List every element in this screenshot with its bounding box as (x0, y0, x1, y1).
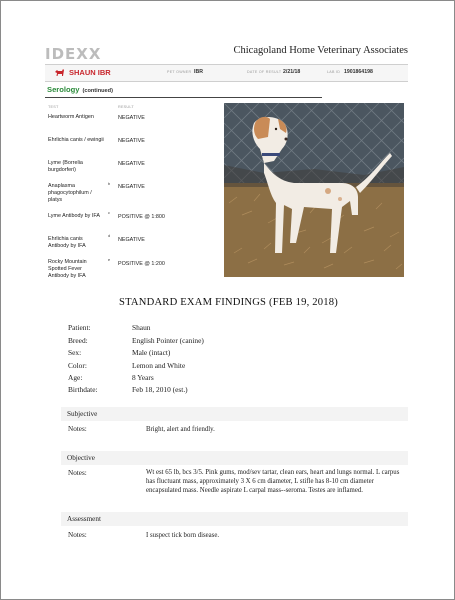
objective-heading-band (61, 451, 408, 465)
field-label: Birthdate: (68, 385, 98, 394)
dog-photo (224, 103, 404, 277)
test-name: Anaplasma phagocytophilum / platys (48, 183, 92, 203)
field-value: 8 Years (132, 373, 154, 382)
field-label: Patient: (68, 323, 91, 332)
footnote-marker: d (108, 234, 111, 238)
footnote-marker: c (108, 211, 110, 215)
patient-bar (45, 65, 408, 82)
test-result: NEGATIVE (118, 237, 145, 243)
section-heading: Objective (67, 454, 95, 462)
assessment-heading-band (61, 512, 408, 526)
exam-findings-title: STANDARD EXAM FINDINGS (FEB 19, 2018) (118, 297, 339, 308)
notes-text: Bright, alert and friendly. (146, 426, 215, 433)
test-name: Ehrlichia canis Antibody by IFA (48, 236, 86, 249)
notes-label: Notes: (68, 425, 87, 433)
notes-label: Notes: (68, 531, 87, 539)
lab-id-value: 1901864198 (344, 69, 373, 75)
field-value: Shaun (132, 323, 151, 332)
field-label: Breed: (68, 336, 88, 345)
test-result: NEGATIVE (118, 138, 145, 144)
pet-owner-value: IBR (194, 69, 203, 75)
test-result: NEGATIVE (118, 115, 145, 121)
test-result: POSITIVE @ 1:800 (118, 214, 165, 220)
field-label: Color: (68, 361, 87, 370)
footnote-marker: e (108, 258, 111, 262)
test-name: Heartworm Antigen (48, 114, 94, 120)
section-heading: Subjective (67, 410, 98, 418)
test-name: Lyme (Borrelia burgdorferi) (48, 160, 83, 173)
pet-owner-label: PET OWNER (167, 70, 192, 74)
field-label: Sex: (68, 348, 82, 357)
field-value: English Pointer (canine) (132, 336, 204, 345)
test-result: POSITIVE @ 1:200 (118, 261, 165, 267)
notes-label: Notes: (68, 469, 87, 477)
test-name: Rocky Mountain Spotted Fever Antibody by IFA (48, 259, 87, 279)
notes-text: I suspect tick born disease. (146, 532, 220, 539)
patient-name: SHAUN IBR (69, 68, 111, 77)
field-value: Feb 18, 2010 (est.) (132, 385, 188, 394)
date-of-result-label: DATE OF RESULT (247, 70, 282, 74)
test-result: NEGATIVE (118, 184, 145, 190)
notes-text: Wt est 65 lb, bcs 3/5. Pink gums, mod/sev tartar, clean ears, heart and lungs normal. L carpus has fluctuant mass, approximately 3 X 6 cm diameter, L stifle has 8-10 cm diameter encapsulated mass. Needle aspirate L carpal mass--seroma. Testes are inflamed. (146, 469, 400, 494)
subjective-heading-band (61, 407, 408, 421)
test-name: Ehrlichia canis / ewingii (48, 137, 104, 143)
result-column-header: RESULT (118, 105, 134, 109)
field-label: Age: (68, 373, 83, 382)
test-name: Lyme Antibody by IFA (48, 213, 100, 219)
clinic-name: Chicagoland Home Veterinary Associates (233, 45, 408, 56)
dog-icon (54, 68, 65, 77)
serology-divider (45, 97, 322, 98)
continued-label: (continued) (82, 88, 113, 94)
test-result: NEGATIVE (118, 161, 145, 167)
serology-heading: Serology (continued) (47, 85, 113, 94)
date-of-result-value: 2/21/18 (283, 69, 301, 75)
lab-id-label: LAB ID (327, 70, 341, 74)
footnote-marker: b (108, 182, 111, 186)
section-heading: Assessment (67, 515, 101, 523)
field-value: Lemon and White (132, 361, 186, 370)
idexx-logo: IDEXX (45, 45, 102, 63)
test-column-header: TEST (48, 105, 59, 109)
field-value: Male (intact) (132, 348, 171, 357)
